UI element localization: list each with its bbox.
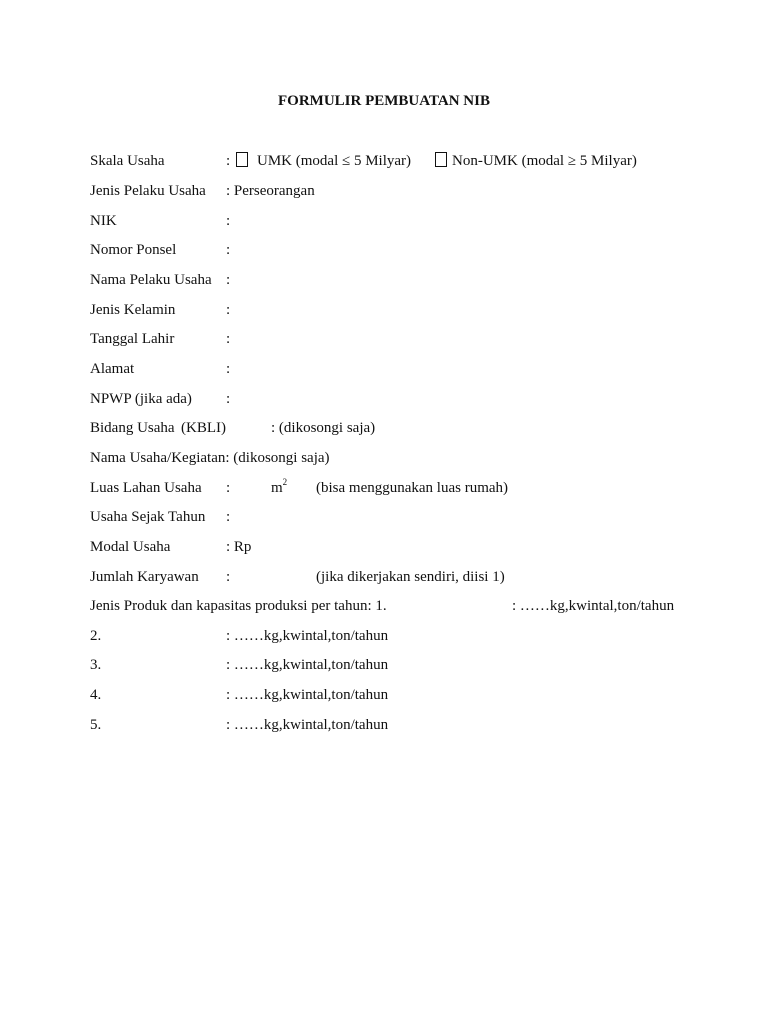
label-bidang-usaha: Bidang Usaha (90, 420, 175, 436)
produk-number: 3. (90, 657, 102, 673)
label-usaha-sejak: Usaha Sejak Tahun (90, 509, 206, 525)
option-umk-label: UMK (modal ≤ 5 Milyar) (257, 153, 412, 169)
label-kbli: (KBLI) (181, 420, 226, 436)
label-skala-usaha: Skala Usaha (90, 153, 165, 169)
unit-m2 (271, 478, 287, 499)
unit-superscript: 2 (282, 477, 288, 487)
value-jenis-produk-1: : ……kg,kwintal,ton/tahun (512, 598, 675, 614)
label-tanggal-lahir: Tanggal Lahir (90, 331, 175, 347)
produk-capacity: : ……kg,kwintal,ton/tahun (226, 717, 389, 733)
label-jumlah-karyawan: Jumlah Karyawan (90, 569, 199, 585)
label-nama-usaha: Nama Usaha/Kegiatan: (dikosongi saja) (90, 450, 330, 466)
produk-capacity: : ……kg,kwintal,ton/tahun (226, 628, 389, 644)
produk-capacity: : ……kg,kwintal,ton/tahun (226, 687, 389, 703)
produk-number: 5. (90, 717, 102, 733)
note-luas-lahan: (bisa menggunakan luas rumah) (316, 480, 509, 496)
label-nomor-ponsel: Nomor Ponsel (90, 242, 177, 258)
unit-m: m (271, 480, 283, 496)
option-non-umk-label: Non-UMK (modal ≥ 5 Milyar) (452, 153, 637, 169)
label-npwp: NPWP (jika ada) (90, 391, 192, 407)
note-jumlah-karyawan: (jika dikerjakan sendiri, diisi 1) (316, 569, 505, 585)
checkbox-umk[interactable] (236, 152, 248, 167)
value-nik: : (226, 213, 231, 229)
label-jenis-produk: Jenis Produk dan kapasitas produksi per tahun: 1. (90, 598, 387, 614)
label-jenis-pelaku: Jenis Pelaku Usaha (90, 183, 206, 199)
checkbox-non-umk[interactable] (435, 152, 447, 167)
value-nomor-ponsel: : (226, 242, 231, 258)
value-bidang-usaha: : (dikosongi saja) (271, 420, 376, 436)
value-alamat: : (226, 361, 231, 377)
value-modal-usaha: : Rp (226, 539, 252, 555)
value-nama-pelaku: : (226, 272, 231, 288)
colon-skala-usaha: : (226, 153, 231, 169)
value-npwp: : (226, 391, 231, 407)
produk-number: 2. (90, 628, 102, 644)
value-tanggal-lahir: : (226, 331, 231, 347)
value-usaha-sejak: : (226, 509, 231, 525)
label-alamat: Alamat (90, 361, 135, 377)
produk-capacity: : ……kg,kwintal,ton/tahun (226, 657, 389, 673)
value-jenis-kelamin: : (226, 302, 231, 318)
colon-luas-lahan: : (226, 480, 231, 496)
label-modal-usaha: Modal Usaha (90, 539, 171, 555)
label-nik: NIK (90, 213, 117, 229)
page-title: FORMULIR PEMBUATAN NIB (278, 93, 490, 109)
colon-jumlah-karyawan: : (226, 569, 231, 585)
label-nama-pelaku: Nama Pelaku Usaha (90, 272, 212, 288)
label-luas-lahan: Luas Lahan Usaha (90, 480, 202, 496)
label-jenis-kelamin: Jenis Kelamin (90, 302, 176, 318)
value-jenis-pelaku: : Perseorangan (226, 183, 315, 199)
produk-number: 4. (90, 687, 102, 703)
